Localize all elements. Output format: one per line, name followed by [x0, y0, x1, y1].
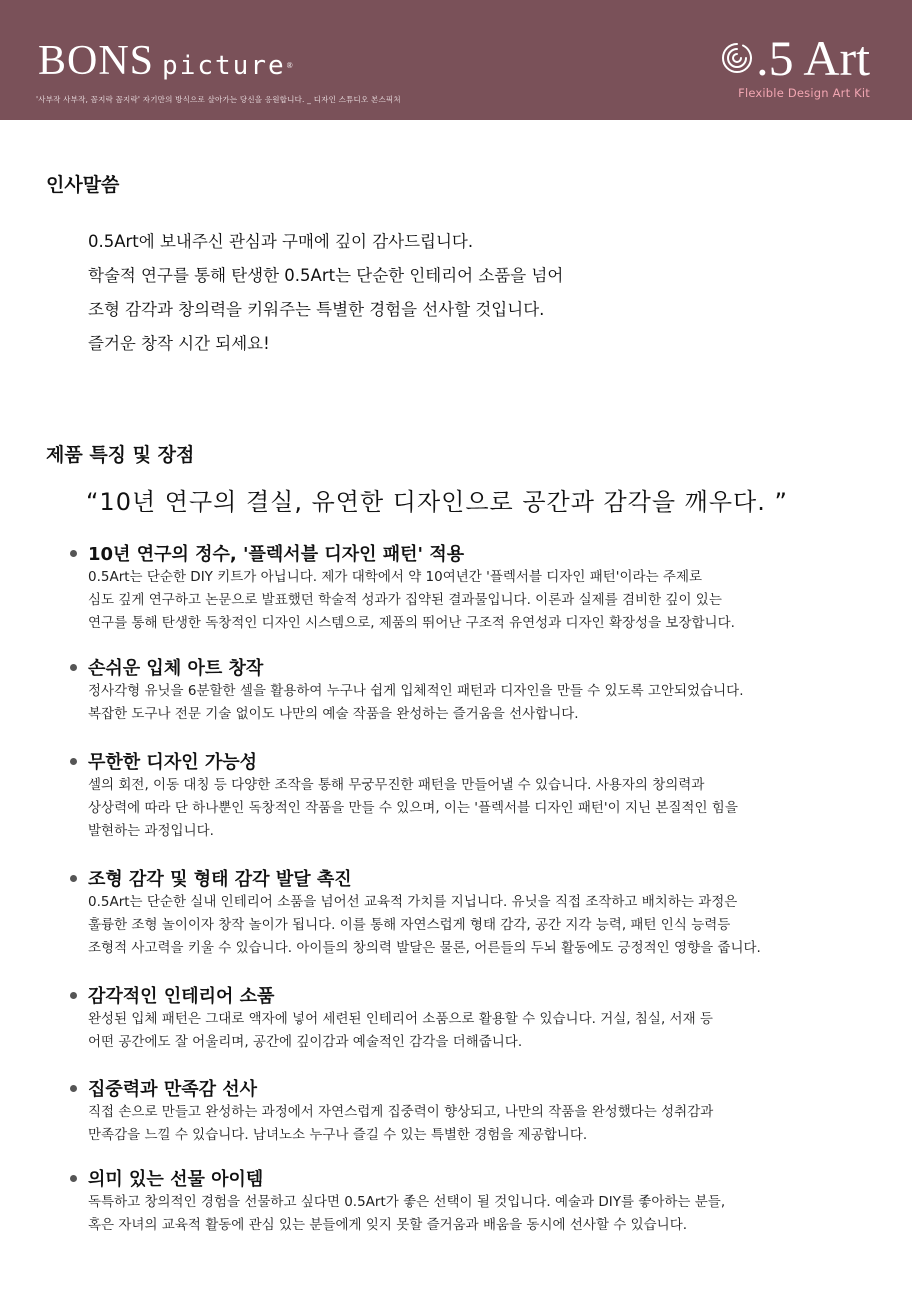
registered-mark: ® [286, 61, 294, 70]
feature-text: 조형적 사고력을 키울 수 있습니다. 아이들의 창의력 발달은 물론, 어른들의 두뇌 활동에도 긍정적인 영향을 줍니다. [88, 940, 761, 956]
feature-title: 조형 감각 및 형태 감각 발달 촉진 [88, 869, 352, 890]
feature-text: 복잡한 도구나 전문 기술 없이도 나만의 예술 작품을 완성하는 즐거움을 선사합니다. [88, 706, 579, 722]
feature-text: 직접 손으로 만들고 완성하는 과정에서 자연스럽게 집중력이 향상되고, 나만의 작품을 완성했다는 성취감과 [88, 1104, 714, 1120]
features-quote: “10년 연구의 결실, 유연한 디자인으로 공간과 감각을 깨우다. ” [86, 488, 788, 516]
feature-item [70, 654, 870, 726]
feature-text: 연구를 통해 탄생한 독창적인 디자인 시스템으로, 제품의 뛰어난 구조적 유연성과 디자인 확장성을 보장합니다. [88, 615, 735, 631]
product-logo-text: .5 Art [756, 30, 870, 86]
brand-sub: picture [162, 51, 286, 81]
greeting-body [88, 228, 563, 364]
feature-text: 독특하고 창의적인 경험을 선물하고 싶다면 0.5Art가 좋은 선택이 될 것입니다. 예술과 DIY를 좋아하는 분들, [88, 1194, 726, 1210]
feature-title: 10년 연구의 정수, '플렉서블 디자인 패턴' 적용 [88, 544, 465, 565]
bullet-icon [70, 550, 77, 557]
product-logo-tagline: Flexible Design Art Kit [738, 86, 870, 100]
feature-text: 심도 깊게 연구하고 논문으로 발표했던 학술적 성과가 집약된 결과물입니다. 이론과 실제를 겸비한 깊이 있는 [88, 592, 722, 608]
feature-text: 혹은 자녀의 교육적 활동에 관심 있는 분들에게 잊지 못할 즐거움과 배움을 동시에 선사할 수 있습니다. [88, 1217, 688, 1233]
feature-text: 만족감을 느낄 수 있습니다. 남녀노소 누구나 즐길 수 있는 특별한 경험을 제공합니다. [88, 1127, 588, 1143]
fingerprint-spiral-icon [720, 41, 754, 75]
feature-text: 상상력에 따라 단 하나뿐인 독창적인 작품을 만들 수 있으며, 이는 '플렉서블 디자인 패턴'이 지닌 본질적인 힘을 [88, 800, 738, 816]
feature-item [70, 982, 870, 1054]
feature-title: 의미 있는 선물 아이템 [88, 1169, 264, 1190]
feature-title: 손쉬운 입체 아트 창작 [88, 658, 264, 679]
greeting-line: 즐거운 창작 시간 되세요! [88, 334, 270, 353]
feature-item [70, 748, 870, 843]
feature-title: 무한한 디자인 가능성 [88, 752, 258, 773]
feature-text: 셀의 회전, 이동 대칭 등 다양한 조작을 통해 무궁무진한 패턴을 만들어낼 수 있습니다. 사용자의 창의력과 [88, 777, 705, 793]
brand-tagline: '사부작 사부작, 꼼지락 꼼지락' 자기만의 방식으로 살아가는 당신을 응원합니다. _ 디자인 스튜디오 본스픽처 [36, 95, 401, 104]
feature-title: 감각적인 인테리어 소품 [88, 986, 275, 1007]
feature-item [70, 540, 870, 635]
bullet-icon [70, 664, 77, 671]
brand-name: BONS [38, 38, 155, 84]
feature-title: 집중력과 만족감 선사 [88, 1079, 258, 1100]
greeting-line: 조형 감각과 창의력을 키워주는 특별한 경험을 선사할 것입니다. [88, 300, 545, 319]
feature-item [70, 1075, 870, 1147]
feature-text: 훌륭한 조형 놀이이자 창작 놀이가 됩니다. 이를 통해 자연스럽게 형태 감각, 공간 지각 능력, 패턴 인식 능력등 [88, 917, 731, 933]
feature-text: 0.5Art는 단순한 실내 인테리어 소품을 넘어선 교육적 가치를 지닙니다. 유닛을 직접 조작하고 배치하는 과정은 [88, 894, 738, 910]
bullet-icon [70, 1085, 77, 1092]
bullet-icon [70, 1175, 77, 1182]
features-title: 제품 특징 및 장점 [46, 444, 195, 466]
header-band [0, 0, 912, 120]
greeting-title: 인사말씀 [46, 174, 120, 196]
feature-text: 정사각형 유닛을 6분할한 셀을 활용하여 누구나 쉽게 입체적인 패턴과 디자인을 만들 수 있도록 고안되었습니다. [88, 683, 744, 699]
greeting-line: 0.5Art에 보내주신 관심과 구매에 깊이 감사드립니다. [88, 232, 474, 251]
feature-text: 완성된 입체 패턴은 그대로 액자에 넣어 세련된 인테리어 소품으로 활용할 수 있습니다. 거실, 침실, 서재 등 [88, 1011, 713, 1027]
bullet-icon [70, 992, 77, 999]
feature-text: 발현하는 과정입니다. [88, 823, 214, 839]
product-logo [720, 30, 870, 100]
feature-text: 0.5Art는 단순한 DIY 키트가 아닙니다. 제가 대학에서 약 10여년간 '플렉서블 디자인 패턴'이라는 주제로 [88, 569, 703, 585]
feature-item [70, 1165, 870, 1237]
greeting-line: 학술적 연구를 통해 탄생한 0.5Art는 단순한 인테리어 소품을 넘어 [88, 266, 564, 285]
brand-logo [38, 40, 294, 87]
bullet-icon [70, 758, 77, 765]
feature-text: 어떤 공간에도 잘 어울리며, 공간에 깊이감과 예술적인 감각을 더해줍니다. [88, 1034, 523, 1050]
bullet-icon [70, 875, 77, 882]
feature-item [70, 865, 870, 960]
